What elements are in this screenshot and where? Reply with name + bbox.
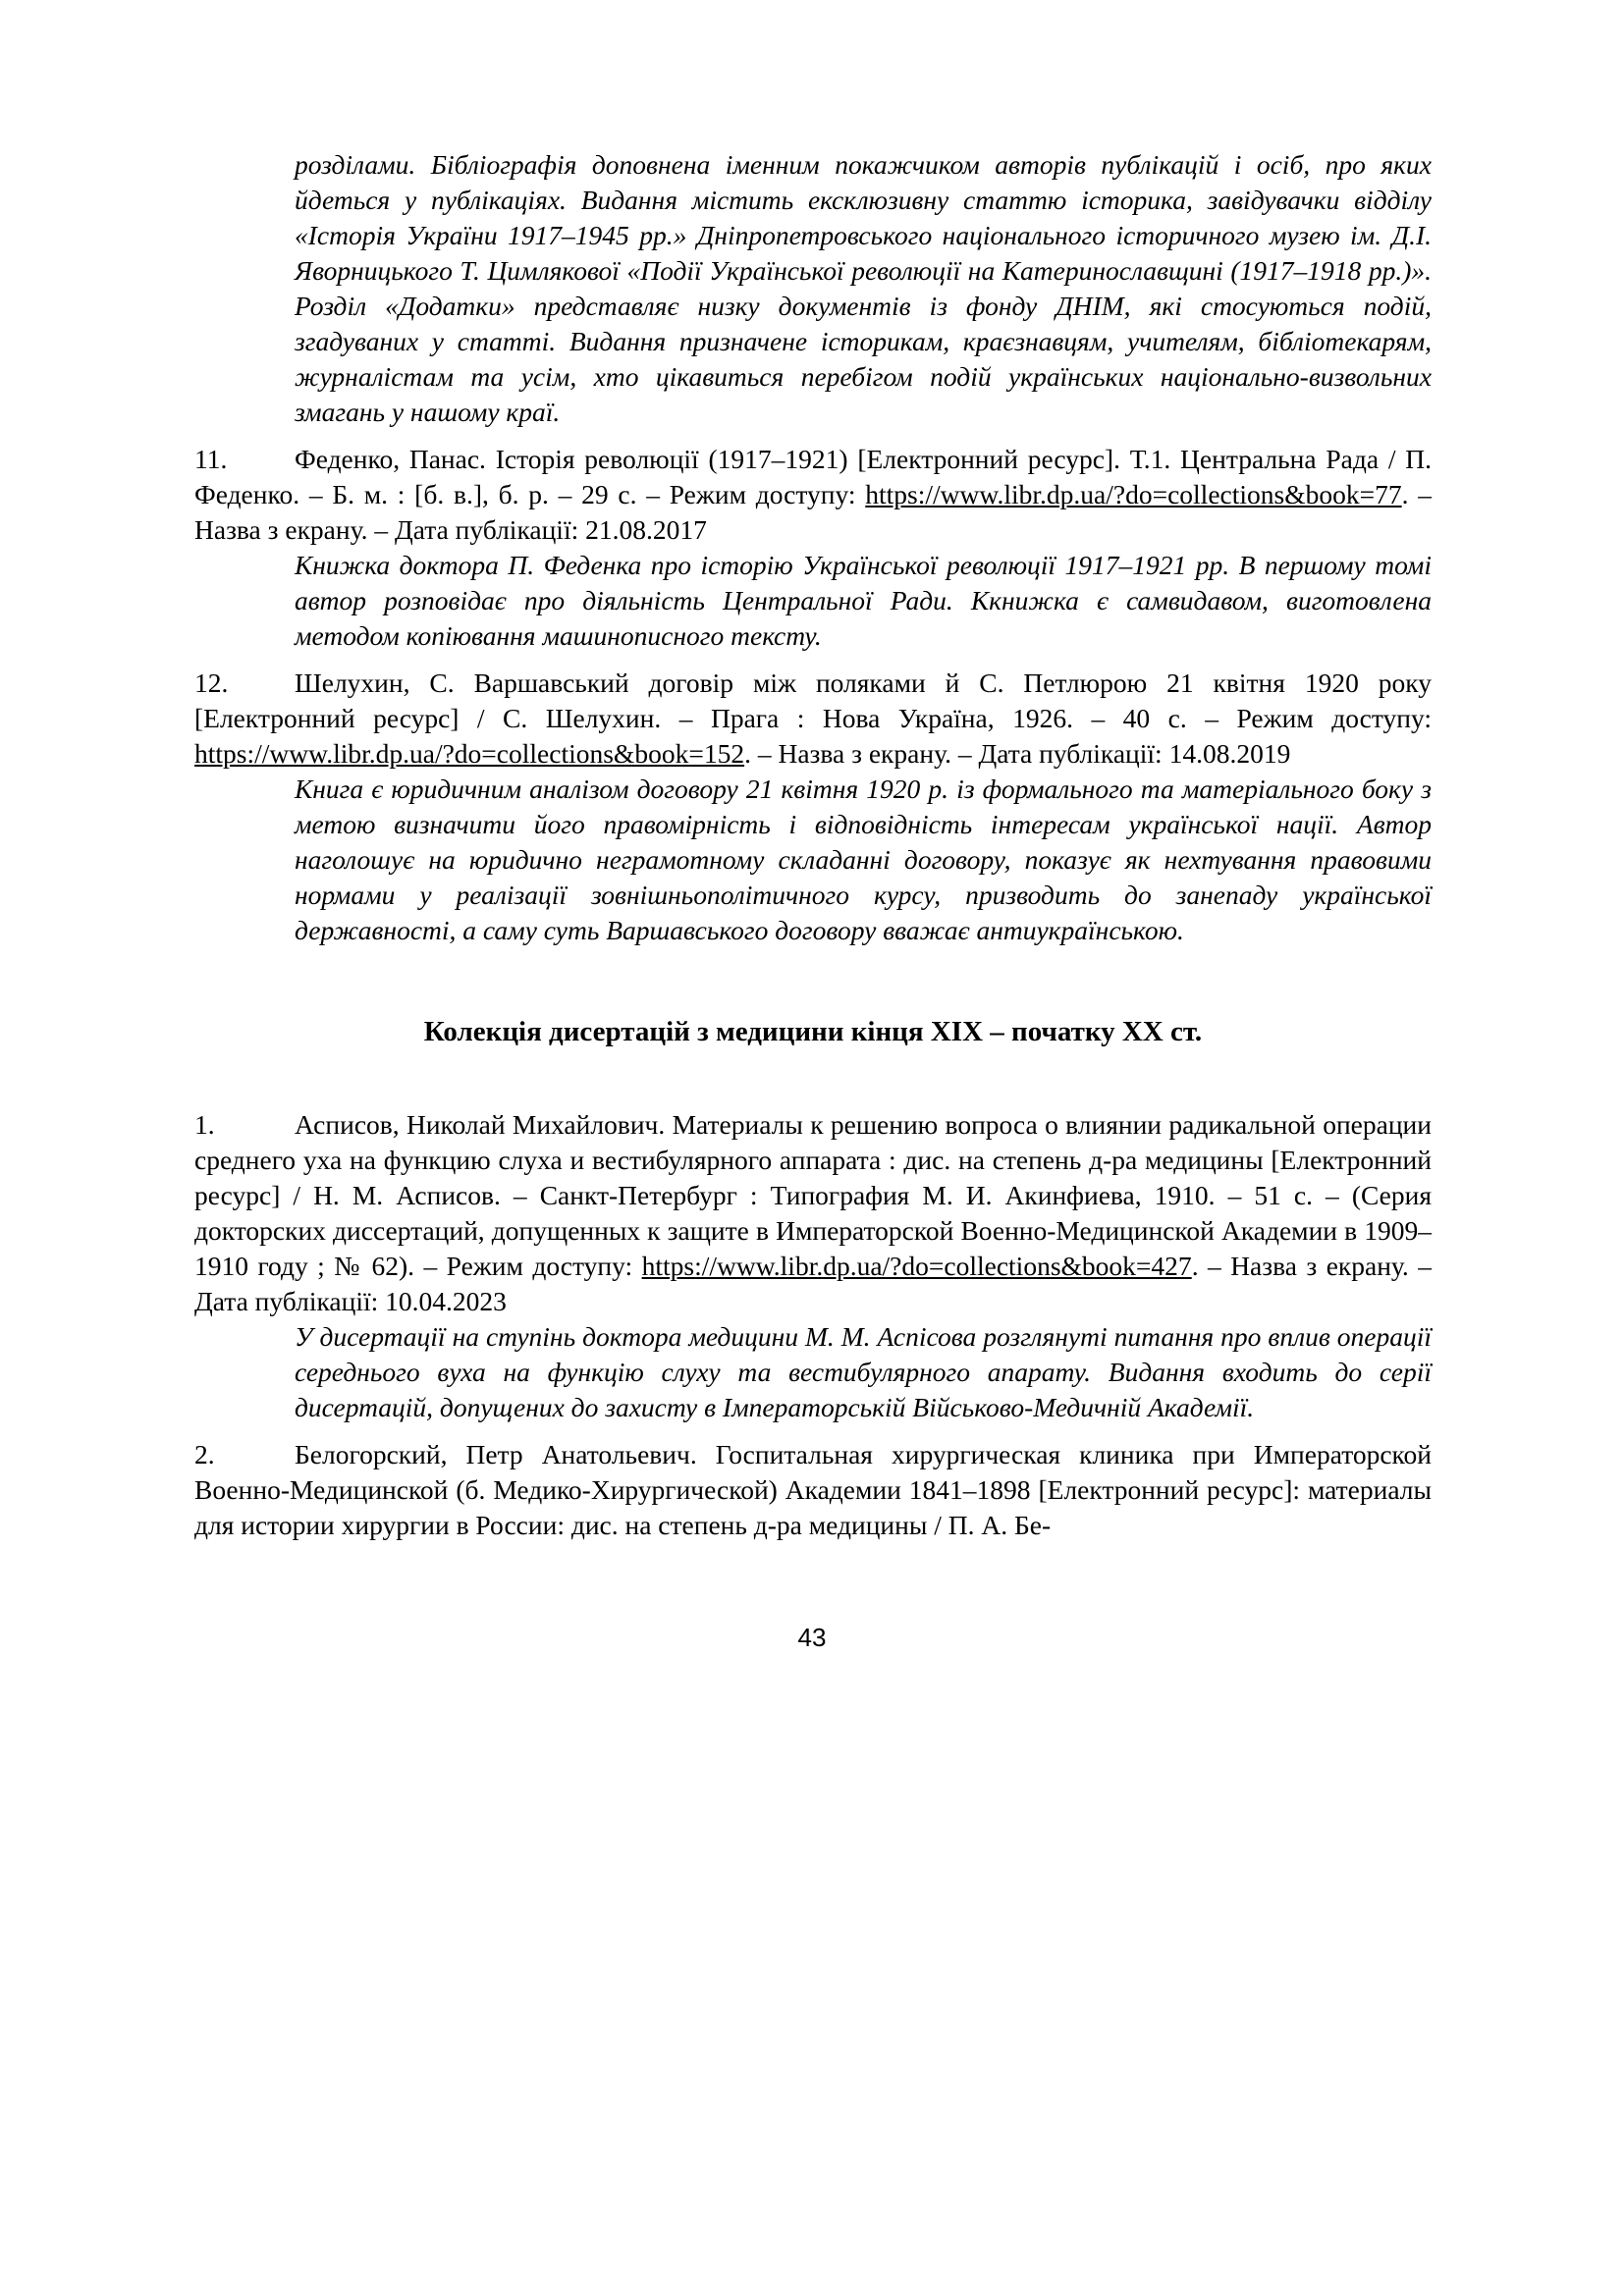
entry-citation: [194, 1437, 1432, 1543]
section-heading: Колекція дисертацій з медицини кінця XIX – початку XX ст.: [423, 1016, 1203, 1047]
dissertation-entry-1: [194, 1107, 1432, 1425]
entry-citation: [194, 442, 1432, 548]
entry-number: 11.: [194, 444, 228, 474]
entry-text: Белогорский, Петр Анатольевич. Госпитальная хирургическая клиника при Императорской Военно-Медицинской (б. Медико-Хирургической) Академии 1841–1898 [Електронний ресурс]: материалы для истории хирургии в России: дис. на степень д-ра медицины / П. А. Бе-: [194, 1439, 1432, 1540]
page-content: [194, 147, 1432, 1543]
entry-number: 2.: [194, 1439, 215, 1469]
entry-annotation: У дисертації на ступінь доктора медицини М. М. Аспісова розглянуті питання про вплив операції середнього вуха на функцію слуху та вестибулярного апарату. Видання входить до серії дисертацій, допущених до захисту в Імператорській Військово-Медичній Академії.: [295, 1321, 1432, 1422]
entry-text-tail: . – Назва з екрану. – Дата публікації: 10.04.2023: [194, 1251, 1432, 1316]
entry-12: [194, 666, 1432, 948]
entry-number: 12.: [194, 667, 229, 698]
entry-11: [194, 442, 1432, 654]
entry-number: 1.: [194, 1109, 215, 1140]
entry-annotation: Книжка доктора П. Феденка про історію Української революції 1917–1921 рр. В першому томі автор розповідає про діяльність Центральної Ради. Ккнижка є самвидавом, виготовлена методом копіювання машинописного тексту.: [295, 550, 1432, 651]
entry-citation: [194, 1107, 1432, 1319]
entry-text: Асписов, Николай Михайлович. Материалы к решению вопроса о влиянии радикальной операции среднего уха на функцию слуха и вестибулярного аппарата : дис. на степень д-ра медицины [Електронний ресурс] / Н. М. Асписов. – Санкт-Петербург : Типография М. И. Акинфиева, 1910. – 51 с. – (Серия докторских диссертаций, допущенных к защите в Императорской Военно-Медицинской Академии в 1909–1910 году ; № 62). – Режим доступу:: [194, 1109, 1432, 1281]
collection-link[interactable]: https://www.libr.dp.ua/?do=collections&book=152: [194, 738, 745, 769]
entry-text-tail: . – Назва з екрану. – Дата публікації: 21.08.2017: [194, 479, 1433, 545]
collection-link[interactable]: https://www.libr.dp.ua/?do=collections&book=77: [865, 479, 1402, 509]
entry-annotation: Книга є юридичним аналізом договору 21 квітня 1920 р. із формального та матеріального боку з метою визначити його правомірність і відповідність інтересам української нації. Автор наголошує на юридично неграмотному складанні договору, показує як нехтування правовими нормами у реалізації зовнішньополітичного курсу, призводить до занепаду української державності, а саму суть Варшавського договору вважає антиукраїнською.: [295, 774, 1432, 945]
entry-text: Шелухин, С. Варшавський договір між поляками й С. Петлюрою 21 квітня 1920 року [Електронний ресурс] / С. Шелухин. – Прага : Нова Україна, 1926. – 40 с. – Режим доступу:: [194, 667, 1432, 733]
entry-text: Феденко, Панас. Історія революції (1917–1921) [Електронний ресурс]. Т.1. Центральна Рада / П. Феденко. – Б. м. : [б. в.], б. р. – 29 с. – Режим доступу:: [194, 444, 1432, 509]
entry-text-tail: . – Назва з екрану. – Дата публікації: 14.08.2019: [744, 738, 1291, 769]
spacer: [194, 1050, 1432, 1107]
dissertation-entry-2: [194, 1437, 1432, 1543]
page-number: 43: [797, 1623, 827, 1652]
intro-annotation: розділами. Бібліографія доповнена іменним покажчиком авторів публікацій і осіб, про яких йдеться у публікаціях. Видання містить ексклюзивну статтю історика, завідувачки відділу «Історія України 1917–1945 рр.» Дніпропетровського національного історичного музею ім. Д.І. Яворницького Т. Цимлякової «Події Української революції на Катеринославщині (1917–1918 рр.)». Розділ «Додатки» представляє низку документів із фонду ДНІМ, які стосуються подій, згадуваних у статті. Видання призначене історикам, краєзнавцям, учителям, бібліотекарям, журналістам та усім, хто цікавиться перебігом подій українських національно-визвольних змагань у нашому краї.: [295, 149, 1432, 427]
collection-link[interactable]: https://www.libr.dp.ua/?do=collections&book=427: [641, 1251, 1192, 1281]
entry-citation: [194, 666, 1432, 772]
